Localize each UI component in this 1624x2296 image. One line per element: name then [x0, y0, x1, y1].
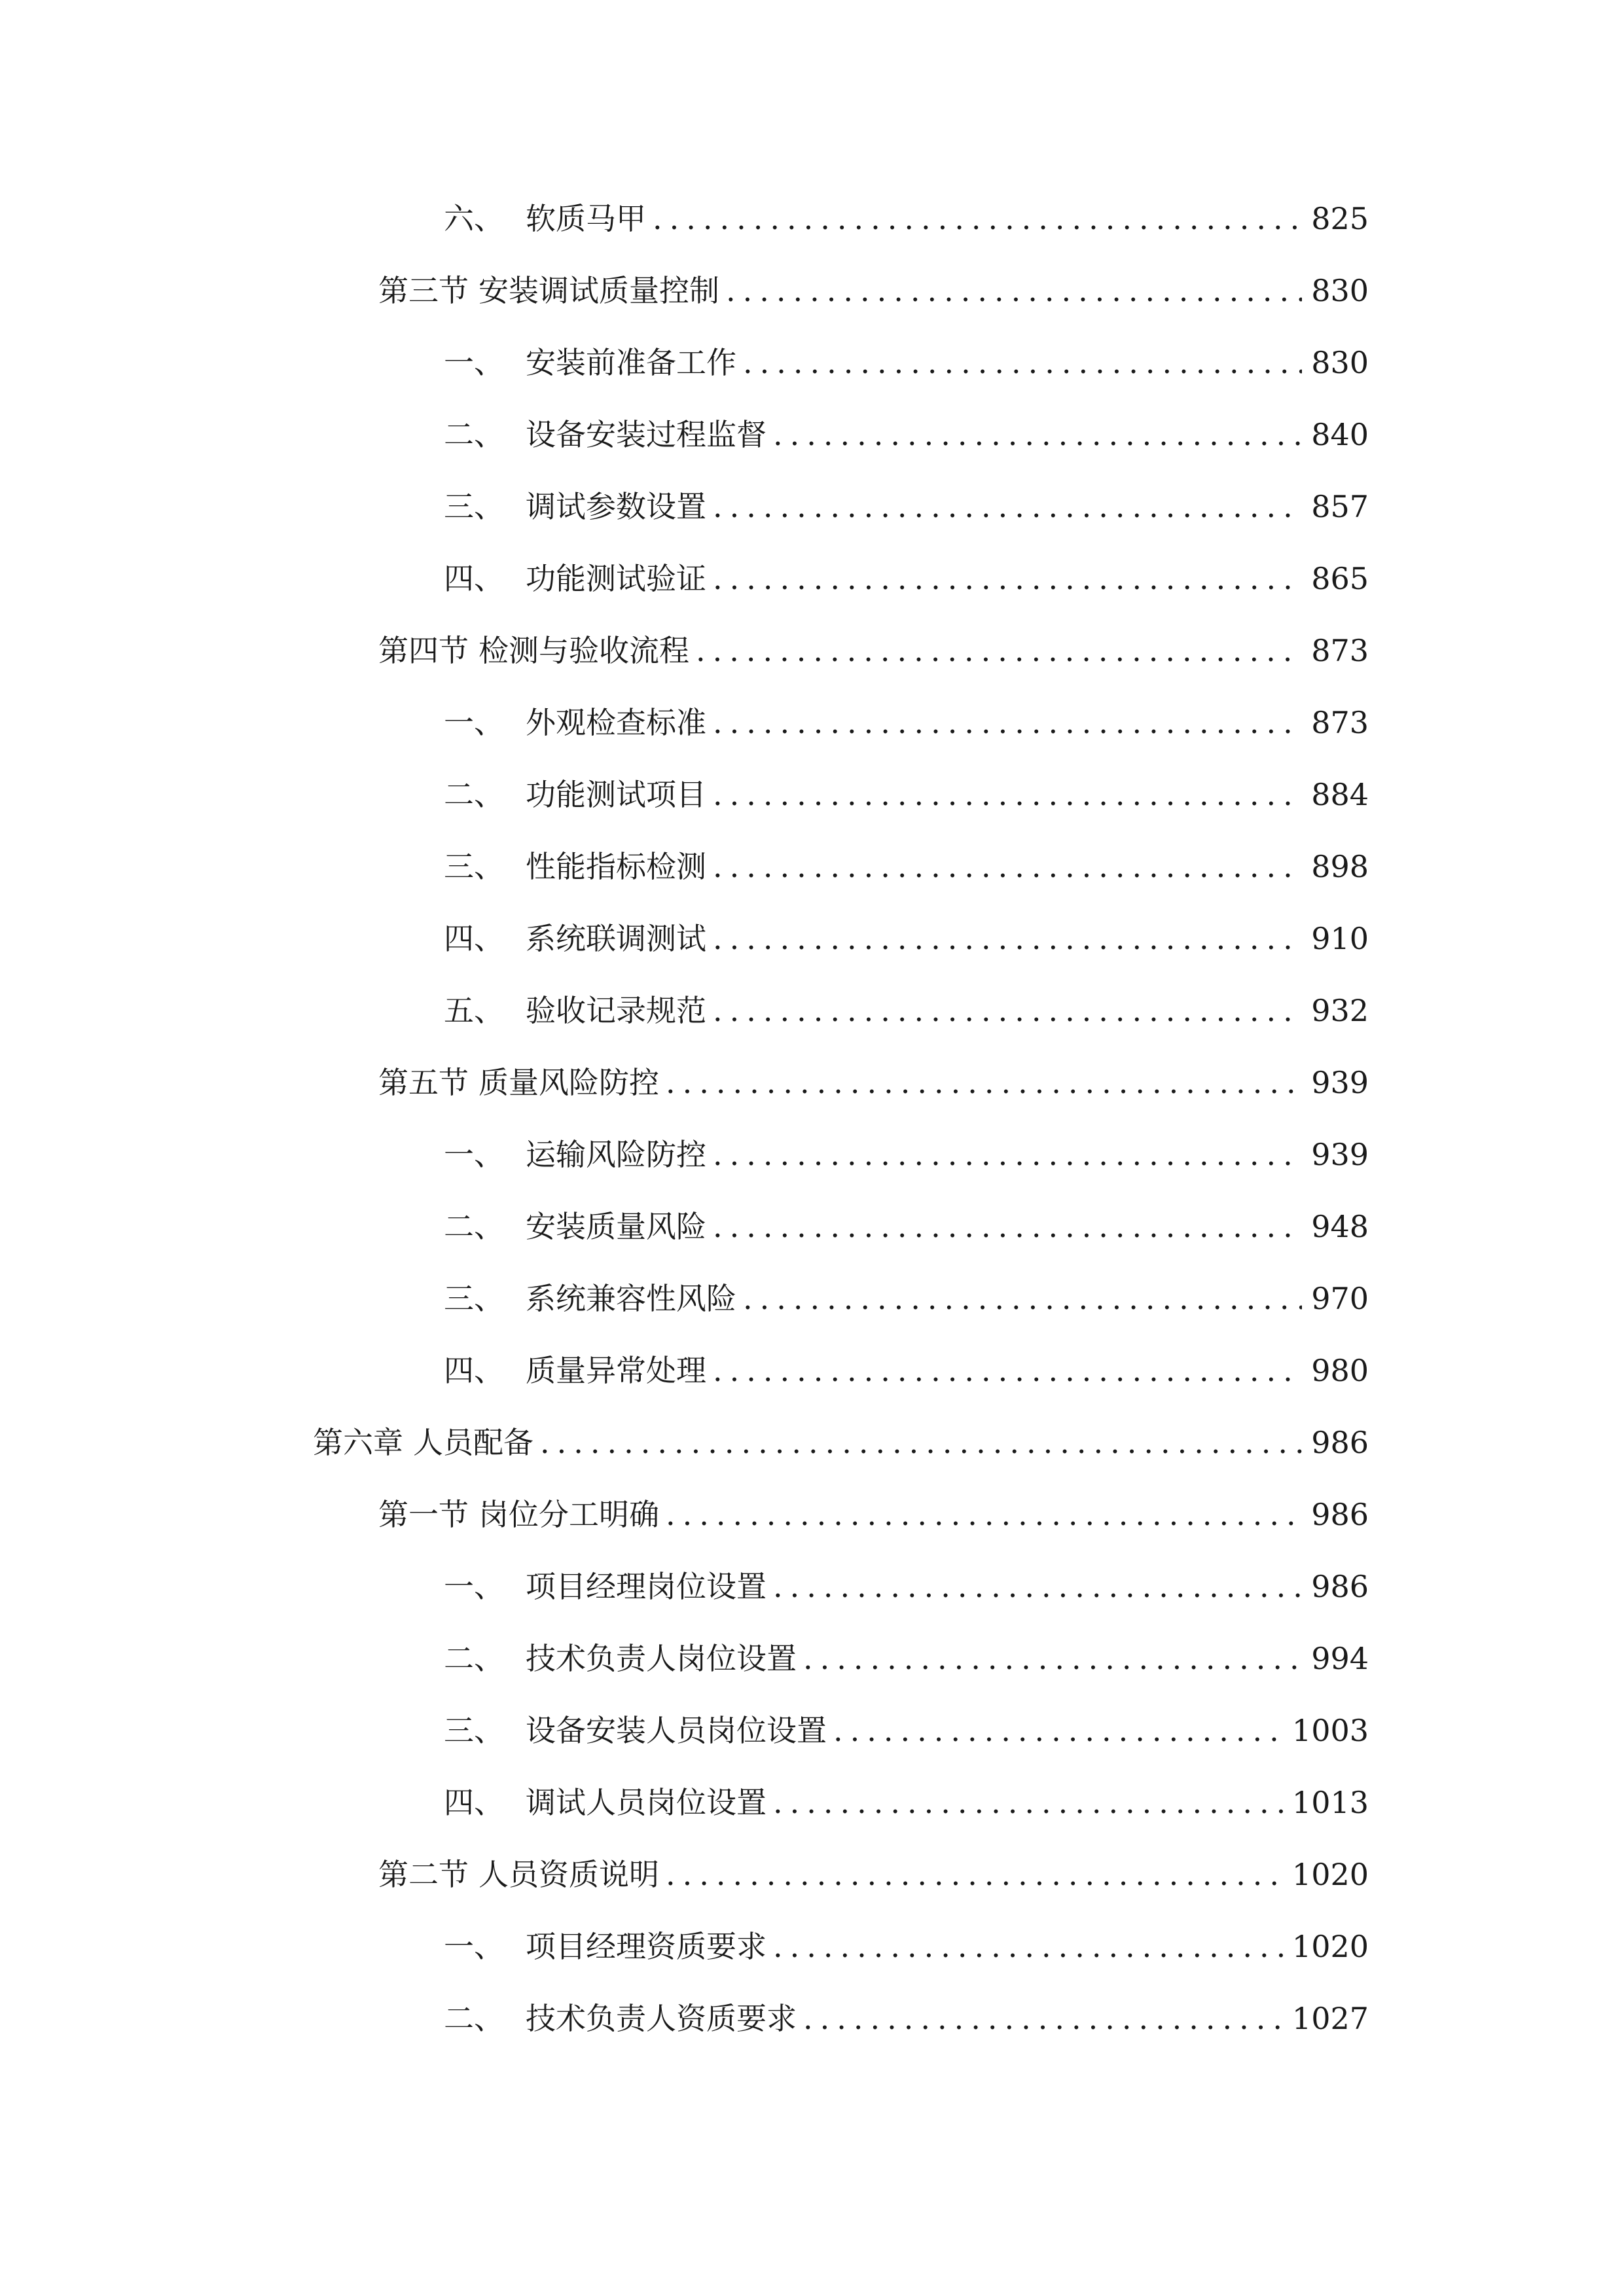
toc-title: 质量异常处理 — [526, 1353, 706, 1388]
toc-leader — [713, 1134, 1302, 1175]
toc-leader — [803, 1638, 1302, 1679]
toc-title: 系统联调测试 — [526, 921, 706, 956]
toc-entry[interactable] — [444, 1782, 1369, 1823]
toc-leader — [540, 1422, 1302, 1463]
toc-title: 系统兼容性风险 — [526, 1281, 736, 1316]
toc-leader — [713, 558, 1302, 600]
toc-entry[interactable] — [444, 1350, 1369, 1391]
toc-entry[interactable] — [444, 846, 1369, 888]
toc-title: 技术负责人资质要求 — [526, 2001, 797, 2036]
toc-leader — [743, 1278, 1302, 1319]
toc-leader — [666, 1854, 1283, 1895]
toc-leader — [743, 342, 1302, 384]
toc-entry[interactable] — [444, 1278, 1369, 1319]
toc-number: 一、 — [444, 345, 504, 380]
toc-entry[interactable] — [444, 198, 1369, 240]
toc-page-number: 857 — [1311, 489, 1369, 524]
toc-title: 安装质量风险 — [526, 1209, 706, 1244]
toc-number: 二、 — [444, 417, 504, 452]
toc-title: 安装调试质量控制 — [478, 273, 719, 308]
toc-number: 第二节 — [378, 1857, 469, 1892]
toc-page-number: 994 — [1311, 1641, 1369, 1676]
toc-title: 质量风险防控 — [478, 1065, 659, 1100]
toc-page-number: 1020 — [1291, 1929, 1369, 1964]
toc-title: 设备安装人员岗位设置 — [526, 1713, 827, 1748]
toc-page-number: 1013 — [1291, 1785, 1369, 1820]
toc-number: 第五节 — [378, 1065, 469, 1100]
toc-number: 第三节 — [378, 273, 469, 308]
toc-number: 四、 — [444, 561, 504, 596]
toc-leader — [666, 1494, 1302, 1535]
toc-leader — [653, 198, 1302, 240]
toc-page-number: 948 — [1311, 1209, 1369, 1244]
toc-title: 验收记录规范 — [526, 993, 706, 1028]
toc-title: 运输风险防控 — [526, 1137, 706, 1172]
toc-entry[interactable] — [444, 1566, 1369, 1607]
toc-page-number: 1020 — [1291, 1857, 1369, 1892]
toc-entry[interactable] — [444, 702, 1369, 744]
toc-number: 第六章 — [313, 1425, 403, 1460]
toc-title: 项目经理资质要求 — [526, 1929, 767, 1964]
toc-entry[interactable] — [444, 558, 1369, 600]
toc-entry[interactable] — [444, 342, 1369, 384]
toc-number: 六、 — [444, 201, 504, 236]
toc-title: 安装前准备工作 — [526, 345, 736, 380]
toc-leader — [833, 1710, 1283, 1751]
toc-number: 三、 — [444, 1713, 504, 1748]
toc-leader — [713, 486, 1302, 528]
toc-entry[interactable] — [378, 1854, 1369, 1895]
toc-page-number: 986 — [1311, 1569, 1369, 1604]
toc-leader — [726, 270, 1302, 312]
toc-leader — [713, 990, 1302, 1031]
toc-leader — [713, 1206, 1302, 1247]
toc-page-number: 873 — [1311, 633, 1369, 668]
toc-page-number: 932 — [1311, 993, 1369, 1028]
toc-entry[interactable] — [444, 1638, 1369, 1679]
toc-title: 检测与验收流程 — [478, 633, 689, 668]
toc-number: 二、 — [444, 777, 504, 812]
toc-leader — [803, 1998, 1283, 2039]
toc-page-number: 970 — [1311, 1281, 1369, 1316]
toc-page-number: 939 — [1311, 1137, 1369, 1172]
toc-entry[interactable] — [444, 486, 1369, 528]
toc-title: 人员配备 — [413, 1425, 533, 1460]
toc-number: 三、 — [444, 489, 504, 524]
toc-page-number: 910 — [1311, 921, 1369, 956]
toc-number: 一、 — [444, 1137, 504, 1172]
toc-number: 四、 — [444, 1353, 504, 1388]
toc-leader — [713, 702, 1302, 744]
toc-number: 第四节 — [378, 633, 469, 668]
toc-entry[interactable] — [444, 990, 1369, 1031]
toc-number: 二、 — [444, 2001, 504, 2036]
toc-number: 一、 — [444, 705, 504, 740]
toc-entry[interactable] — [378, 1062, 1369, 1103]
toc-page-number: 1027 — [1291, 2001, 1369, 2036]
toc-page-number: 884 — [1311, 777, 1369, 812]
toc-leader — [773, 1782, 1283, 1823]
toc-leader — [713, 1350, 1302, 1391]
toc-number: 四、 — [444, 921, 504, 956]
toc-title: 技术负责人岗位设置 — [526, 1641, 797, 1676]
toc-entry[interactable] — [313, 1422, 1369, 1463]
toc-number: 三、 — [444, 1281, 504, 1316]
toc-number: 五、 — [444, 993, 504, 1028]
toc-page-number: 825 — [1311, 201, 1369, 236]
toc-leader — [773, 1566, 1302, 1607]
toc-title: 调试人员岗位设置 — [526, 1785, 767, 1820]
toc-entry[interactable] — [444, 1926, 1369, 1967]
toc-number: 一、 — [444, 1569, 504, 1604]
toc-number: 三、 — [444, 849, 504, 884]
toc-title: 软质马甲 — [526, 201, 646, 236]
toc-entry[interactable] — [444, 1134, 1369, 1175]
toc-title: 功能测试项目 — [526, 777, 706, 812]
toc-title: 调试参数设置 — [526, 489, 706, 524]
toc-page-number: 980 — [1311, 1353, 1369, 1388]
toc-leader — [773, 414, 1302, 456]
toc-page-number: 873 — [1311, 705, 1369, 740]
toc-leader — [713, 774, 1302, 816]
toc-page-number: 830 — [1311, 273, 1369, 308]
toc-leader — [713, 918, 1302, 960]
toc-title: 人员资质说明 — [478, 1857, 659, 1892]
toc-leader — [666, 1062, 1302, 1103]
toc-entry[interactable] — [378, 1494, 1369, 1535]
toc-number: 二、 — [444, 1641, 504, 1676]
toc-entry[interactable] — [444, 1206, 1369, 1247]
toc-page-number: 830 — [1311, 345, 1369, 380]
toc-page-number: 840 — [1311, 417, 1369, 452]
toc-entry[interactable] — [444, 414, 1369, 456]
toc-entry[interactable] — [444, 1998, 1369, 2039]
toc-page-number: 1003 — [1291, 1713, 1369, 1748]
toc-title: 项目经理岗位设置 — [526, 1569, 767, 1604]
toc-page-number: 986 — [1311, 1497, 1369, 1532]
toc-title: 设备安装过程监督 — [526, 417, 767, 452]
toc-entry[interactable] — [444, 1710, 1369, 1751]
toc-page-number: 865 — [1311, 561, 1369, 596]
toc-leader — [773, 1926, 1283, 1967]
toc-page-number: 939 — [1311, 1065, 1369, 1100]
toc-title: 外观检查标准 — [526, 705, 706, 740]
toc-page-number: 986 — [1311, 1425, 1369, 1460]
toc-entry[interactable] — [444, 774, 1369, 816]
toc-page-number: 898 — [1311, 849, 1369, 884]
toc-number: 四、 — [444, 1785, 504, 1820]
toc-entry[interactable] — [378, 270, 1369, 312]
toc-number: 一、 — [444, 1929, 504, 1964]
toc-title: 岗位分工明确 — [478, 1497, 659, 1532]
toc-leader — [713, 846, 1302, 888]
toc-number: 二、 — [444, 1209, 504, 1244]
toc-number: 第一节 — [378, 1497, 469, 1532]
toc-leader — [696, 630, 1302, 672]
toc-entry[interactable] — [378, 630, 1369, 672]
toc-entry[interactable] — [444, 918, 1369, 960]
toc-title: 功能测试验证 — [526, 561, 706, 596]
toc-title: 性能指标检测 — [526, 849, 706, 884]
